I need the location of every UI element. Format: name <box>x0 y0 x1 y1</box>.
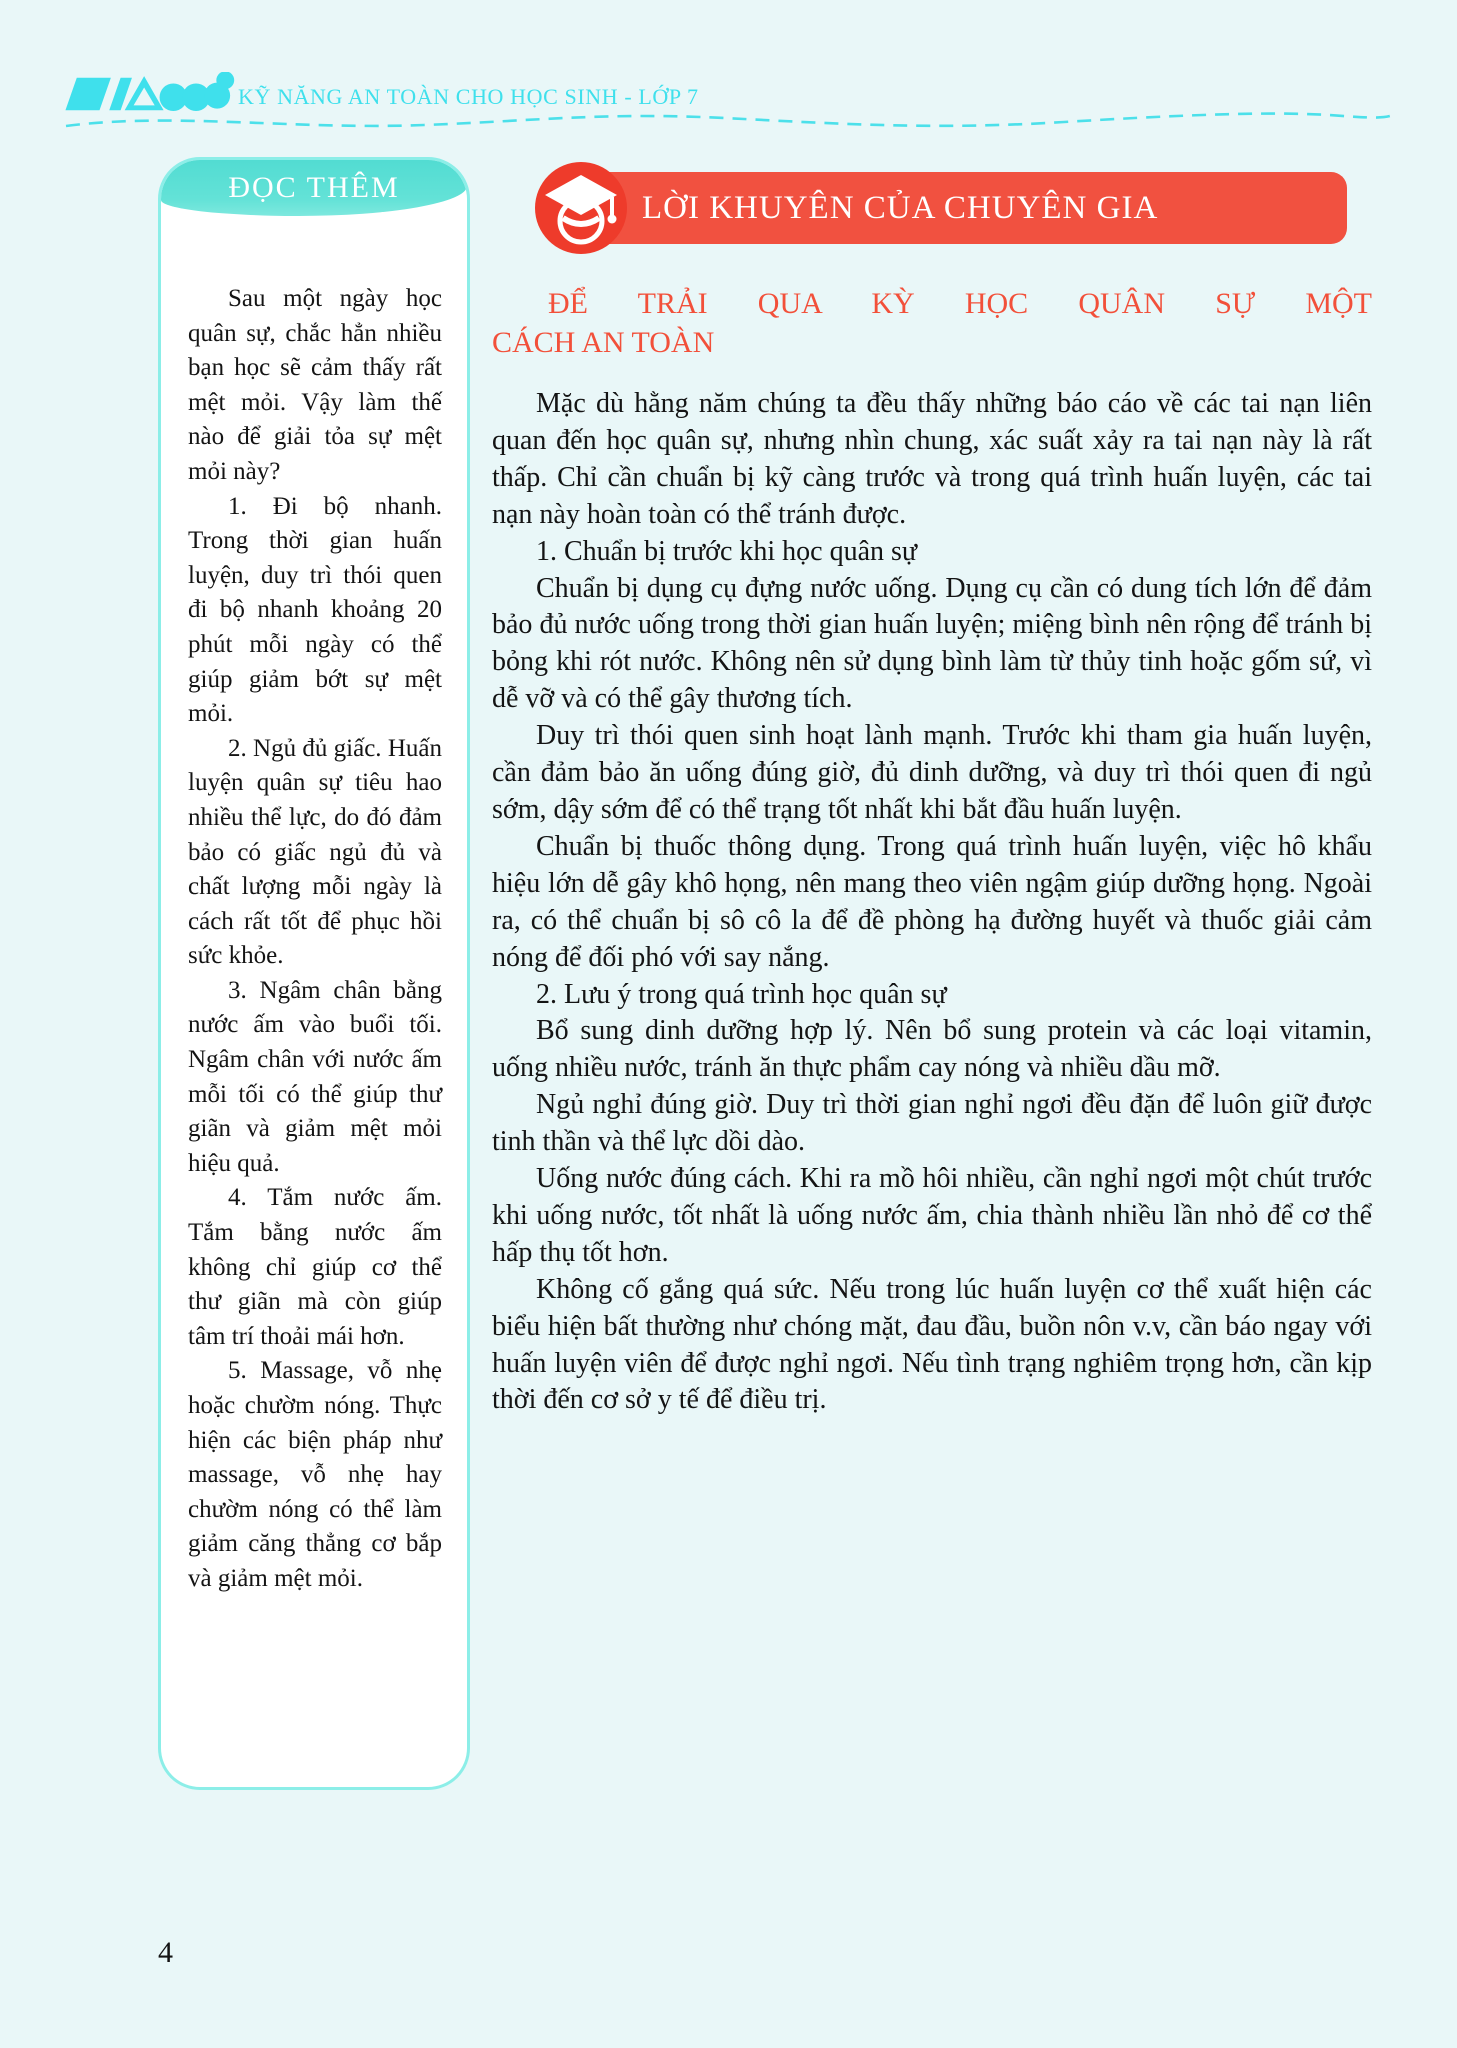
read-more-sidebar <box>158 157 470 1790</box>
banner-bar <box>562 172 1347 244</box>
body-paragraph: Duy trì thói quen sinh hoạt lành mạnh. Trước khi tham gia huấn luyện, cần đảm bảo ăn uống đúng giờ, đủ dinh dưỡng, và duy trì thói quen đi ngủ sớm, dậy sớm để có thể trạng tốt nhất khi bắt đầu huấn luyện. <box>492 720 1372 825</box>
article-body <box>492 386 1372 1419</box>
page-number: 4 <box>158 1936 173 1969</box>
sidebar-header <box>161 160 467 216</box>
article-heading-line2: CÁCH AN TOÀN <box>492 326 715 359</box>
wavy-divider-icon <box>64 106 1392 141</box>
body-paragraph: 1. Chuẩn bị trước khi học quân sự <box>536 535 918 567</box>
body-paragraph: Uống nước đúng cách. Khi ra mồ hôi nhiều, cần nghỉ ngơi một chút trước khi uống nước, tốt nhất là uống nước ấm, chia thành nhiều lần nhỏ để cơ thể hấp thụ tốt hơn. <box>492 1163 1372 1268</box>
body-paragraph: Chuẩn bị dụng cụ đựng nước uống. Dụng cụ cần có dung tích lớn để đảm bảo đủ nước uống trong thời gian huấn luyện; miệng bình nên rộng để tránh bị bỏng khi rót nước. Không nên sử dụng bình làm từ thủy tinh hoặc gốm sứ, vì dễ vỡ và có thể gây thương tích. <box>492 572 1372 715</box>
body-paragraph: Không cố gắng quá sức. Nếu trong lúc huấn luyện cơ thể xuất hiện các biểu hiện bất thường như chóng mặt, đau đầu, buồn nôn v.v, cần báo ngay với huấn luyện viên để được nghỉ ngơi. Nếu tình trạng nghiêm trọng hơn, cần kịp thời đến cơ sở y tế để điều trị. <box>492 1273 1372 1416</box>
sidebar-paragraph: 3. Ngâm chân bằng nước ấm vào buổi tối. Ngâm chân với nước ấm mỗi tối có thể giúp thư giãn và giảm mệt mỏi hiệu quả. <box>188 976 442 1177</box>
graduate-expert-icon <box>533 160 629 256</box>
sidebar-title: ĐỌC THÊM <box>228 171 400 204</box>
body-paragraph: Bổ sung dinh dưỡng hợp lý. Nên bổ sung protein và các loại vitamin, uống nhiều nước, tránh ăn thực phẩm cay nóng và nhiều dầu mỡ. <box>492 1015 1372 1084</box>
expert-advice-banner <box>492 172 1372 244</box>
body-paragraph: Ngủ nghỉ đúng giờ. Duy trì thời gian nghỉ ngơi đều đặn để luôn giữ được tinh thần và thể lực dồi dào. <box>492 1089 1372 1158</box>
sidebar-paragraph: 5. Massage, vỗ nhẹ hoặc chườm nóng. Thực hiện các biện pháp như massage, vỗ nhẹ hay chườm nóng có thể làm giảm căng thẳng cơ bắp và giảm mệt mỏi. <box>188 1357 442 1592</box>
main-column <box>492 172 1372 1419</box>
body-paragraph: Mặc dù hằng năm chúng ta đều thấy những báo cáo về các tai nạn liên quan đến học quân sự, nhưng nhìn chung, xác suất xảy ra tai nạn này là rất thấp. Chỉ cần chuẩn bị kỹ càng trước và trong quá trình huấn luyện, các tai nạn này hoàn toàn có thể tránh được. <box>492 388 1372 530</box>
sidebar-paragraph: Sau một ngày học quân sự, chắc hẳn nhiều bạn học sẽ cảm thấy rất mệt mỏi. Vậy làm thế nào để giải tỏa sự mệt mỏi này? <box>188 285 442 485</box>
sidebar-paragraph: 4. Tắm nước ấm. Tắm bằng nước ấm không chỉ giúp cơ thể thư giãn mà còn giúp tâm trí thoải mái hơn. <box>188 1184 442 1350</box>
article-heading <box>492 284 1372 362</box>
sidebar-paragraph: 2. Ngủ đủ giấc. Huấn luyện quân sự tiêu hao nhiều thể lực, do đó đảm bảo có giấc ngủ đủ và chất lượng mỗi ngày là cách rất tốt để phục hồi sức khỏe. <box>188 734 442 970</box>
page-header-title: KỸ NĂNG AN TOÀN CHO HỌC SINH - LỚP 7 <box>238 84 699 109</box>
body-paragraph: 2. Lưu ý trong quá trình học quân sự <box>536 978 947 1010</box>
article-heading-line1: ĐỂ TRẢI QUA KỲ HỌC QUÂN SỰ MỘT <box>548 287 1372 320</box>
body-paragraph: Chuẩn bị thuốc thông dụng. Trong quá trình huấn luyện, việc hô khẩu hiệu lớn dễ gây khô họng, nên mang theo viên ngậm giúp dưỡng họng. Ngoài ra, có thể chuẩn bị sô cô la để đề phòng hạ đường huyết và thuốc giải cảm nóng để đối phó với say nắng. <box>492 830 1372 973</box>
sidebar-text <box>161 216 467 1597</box>
sidebar-paragraph: 1. Đi bộ nhanh. Trong thời gian huấn luyện, duy trì thói quen đi bộ nhanh khoảng 20 phút mỗi ngày có thể giúp giảm bớt sự mệt mỏi. <box>188 492 442 728</box>
banner-label: LỜI KHUYÊN CỦA CHUYÊN GIA <box>642 189 1159 226</box>
